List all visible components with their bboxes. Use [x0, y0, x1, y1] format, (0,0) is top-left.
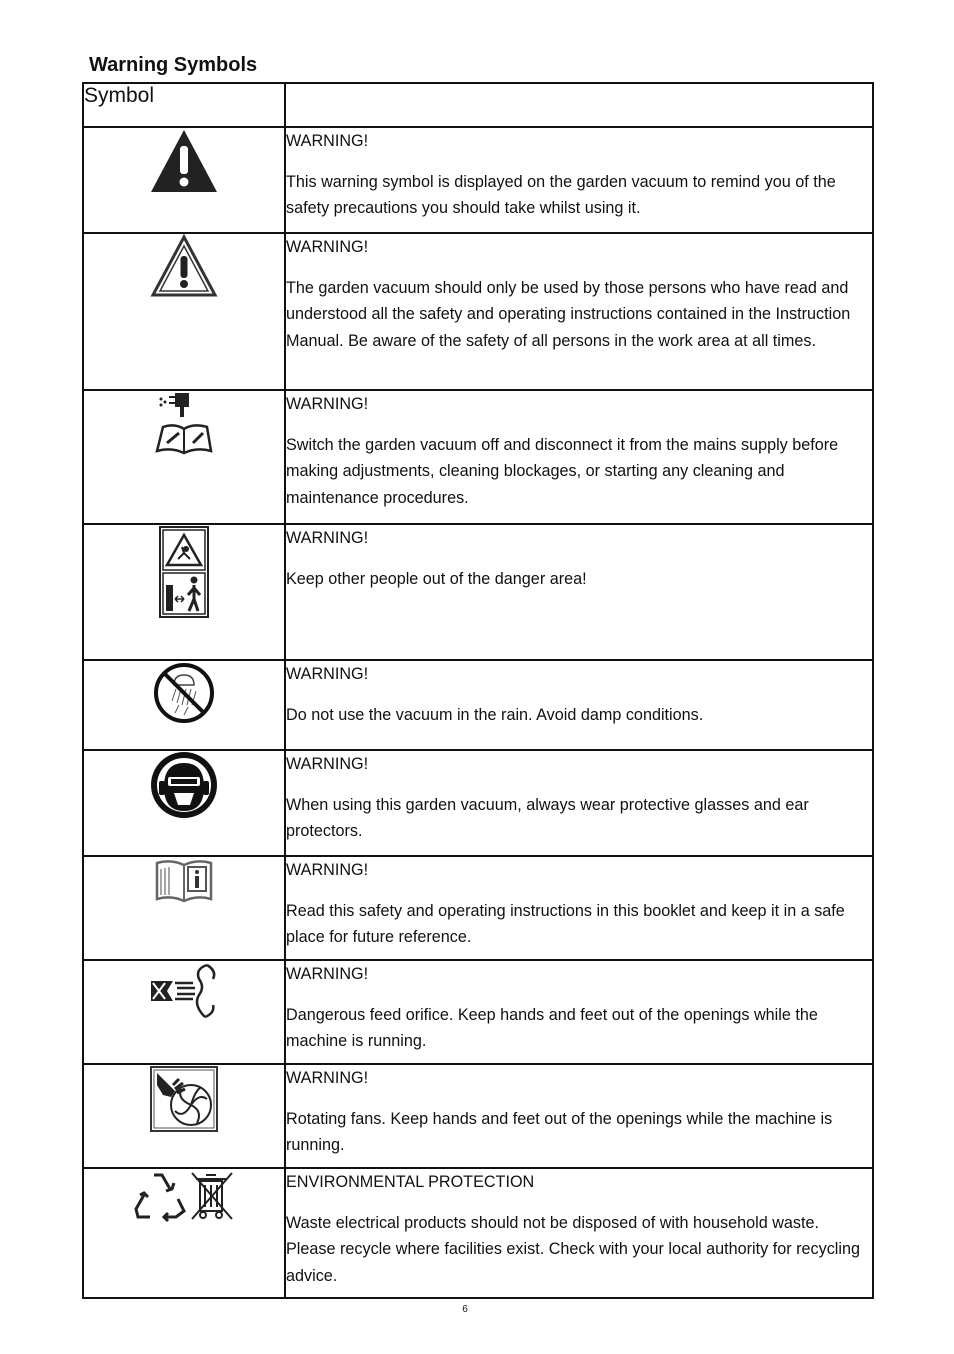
table-header-row	[83, 83, 873, 127]
table-row	[83, 127, 873, 233]
read-manual-icon	[155, 857, 213, 903]
symbol-cell	[83, 127, 285, 233]
description-cell	[285, 660, 873, 750]
description-cell	[285, 1168, 873, 1298]
row-title: ENVIRONMENTAL PROTECTION	[286, 1173, 535, 1191]
row-text: The garden vacuum should only be used by those persons who have read and understood all the safety and operating instructions contained in the Instruction Manual. Be aware of the safety of all persons in the work area at all times.	[286, 278, 851, 350]
page-heading: Warning Symbols	[89, 54, 258, 76]
symbol-cell	[83, 233, 285, 390]
description-cell	[285, 750, 873, 856]
table-row	[83, 390, 873, 524]
table-row	[83, 1064, 873, 1168]
feed-orifice-icon	[147, 961, 221, 1021]
row-title: WARNING!	[286, 861, 369, 879]
symbol-cell	[83, 750, 285, 856]
header-symbol: Symbol	[83, 83, 285, 127]
row-text: When using this garden vacuum, always wear protective glasses and ear protectors.	[286, 795, 809, 840]
row-title: WARNING!	[286, 238, 369, 256]
unplug-manual-icon	[153, 391, 215, 459]
row-title: WARNING!	[286, 755, 369, 773]
table-row	[83, 750, 873, 856]
recycle-weee-icon	[132, 1169, 236, 1223]
symbol-cell	[83, 1168, 285, 1298]
no-rain-icon	[152, 661, 216, 725]
row-title: WARNING!	[286, 965, 369, 983]
row-text: Do not use the vacuum in the rain. Avoid damp conditions.	[286, 705, 704, 724]
symbol-cell	[83, 524, 285, 660]
table-row	[83, 1168, 873, 1298]
description-cell	[285, 1064, 873, 1168]
header-description	[285, 83, 873, 127]
row-title: WARNING!	[286, 1069, 369, 1087]
row-text: Dangerous feed orifice. Keep hands and feet out of the openings while the machine is running.	[286, 1005, 818, 1050]
row-text: Switch the garden vacuum off and disconnect it from the mains supply before making adjustments, cleaning blockages, or starting any cleaning and maintenance procedures.	[286, 435, 839, 507]
row-text: This warning symbol is displayed on the garden vacuum to remind you of the safety precautions you should take whilst using it.	[286, 172, 836, 217]
row-title: WARNING!	[286, 665, 369, 683]
row-title: WARNING!	[286, 529, 369, 547]
eye-ear-protection-icon	[150, 751, 218, 819]
row-text: Read this safety and operating instructions in this booklet and keep it in a safe place for future reference.	[286, 901, 845, 946]
keep-distance-icon	[158, 525, 210, 619]
symbol-cell	[83, 390, 285, 524]
row-text: Keep other people out of the danger area!	[286, 569, 587, 588]
description-cell	[285, 524, 873, 660]
warning-symbols-table	[82, 82, 874, 1299]
row-title: WARNING!	[286, 395, 369, 413]
warning-filled-triangle-icon	[149, 128, 219, 194]
table-row	[83, 856, 873, 960]
row-text: Waste electrical products should not be disposed of with household waste. Please recycle where facilities exist. Check with your local authority for recycling advice.	[286, 1213, 860, 1285]
table-row	[83, 233, 873, 390]
description-cell	[285, 390, 873, 524]
symbol-cell	[83, 1064, 285, 1168]
row-title: WARNING!	[286, 132, 369, 150]
table-row	[83, 960, 873, 1064]
table-row	[83, 524, 873, 660]
warning-outline-triangle-icon	[150, 234, 218, 298]
description-cell	[285, 960, 873, 1064]
row-text: Rotating fans. Keep hands and feet out of the openings while the machine is running.	[286, 1109, 833, 1154]
rotating-fan-icon	[149, 1065, 219, 1133]
description-cell	[285, 233, 873, 390]
description-cell	[285, 856, 873, 960]
symbol-cell	[83, 660, 285, 750]
symbol-cell	[83, 960, 285, 1064]
table-row	[83, 660, 873, 750]
description-cell	[285, 127, 873, 233]
symbol-cell	[83, 856, 285, 960]
page-number: 6	[462, 1304, 468, 1315]
